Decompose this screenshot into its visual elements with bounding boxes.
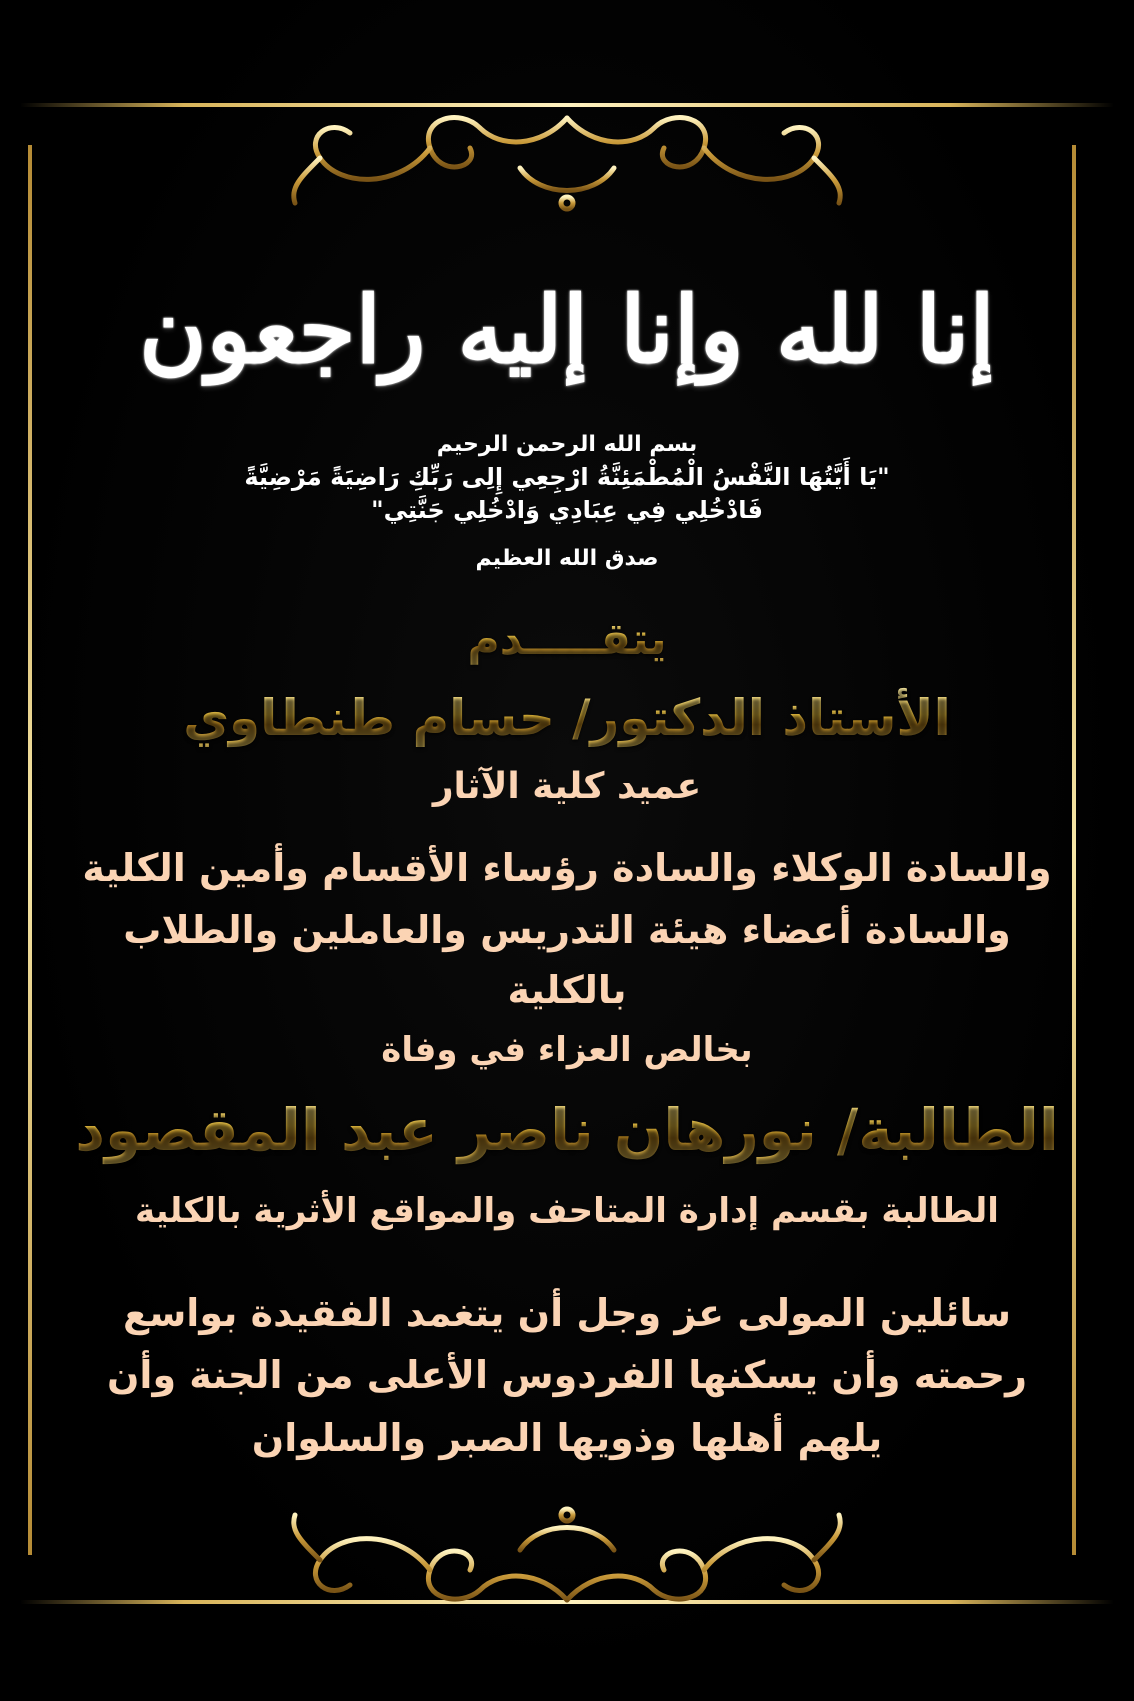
verse-line-1: "يَا أَيَّتُهَا النَّفْسُ الْمُطْمَئِنَّةُ ارْجِعِي إِلِى رَبِّكِ رَاضِيَةً مَرْضِيَّةً [244, 463, 890, 491]
calligraphy-title: إنا لله وإنا إليه راجعون [139, 276, 995, 384]
verse-closing: صدق الله العظيم [475, 546, 659, 571]
body-line-1: والسادة الوكلاء والسادة رؤساء الأقسام وأمين الكلية [82, 846, 1052, 890]
verse-line-2: فَادْخُلِي فِي عِبَادِي وَادْخُلِي جَنَّتِي" [371, 496, 763, 524]
body-line-2: والسادة أعضاء هيئة التدريس والعاملين والطلاب [123, 908, 1011, 952]
prayer-line-2: رحمته وأن يسكنها الفردوس الأعلى من الجنة وأن [107, 1353, 1027, 1397]
condolence-line: بخالص العزاء في وفاة [381, 1030, 753, 1070]
deceased-name: الطالبة/ نورهان ناصر عبد المقصود [60, 1090, 1074, 1170]
deceased-department: الطالبة بقسم إدارة المتاحف والمواقع الأثرية بالكلية [135, 1191, 999, 1231]
top-gold-border [20, 103, 1114, 107]
presenter-title: عميد كلية الآثار [432, 766, 702, 807]
bottom-ornament-icon [0, 1490, 1134, 1610]
prayer-line-3: يلهم أهلها وذويها الصبر والسلوان [251, 1416, 883, 1460]
top-ornament-icon [0, 108, 1134, 218]
presents-heading: يتقـــــدم [60, 610, 1074, 670]
prayer-line-1: سائلين المولى عز وجل أن يتغمد الفقيدة بواسع [122, 1291, 1011, 1335]
presenter-name: الأستاذ الدكتور/ حسام طنطاوي [60, 685, 1074, 751]
body-line-3: بالكلية [507, 968, 627, 1012]
left-gold-border [28, 145, 32, 1555]
basmala: بسم الله الرحمن الرحيم [436, 432, 698, 457]
